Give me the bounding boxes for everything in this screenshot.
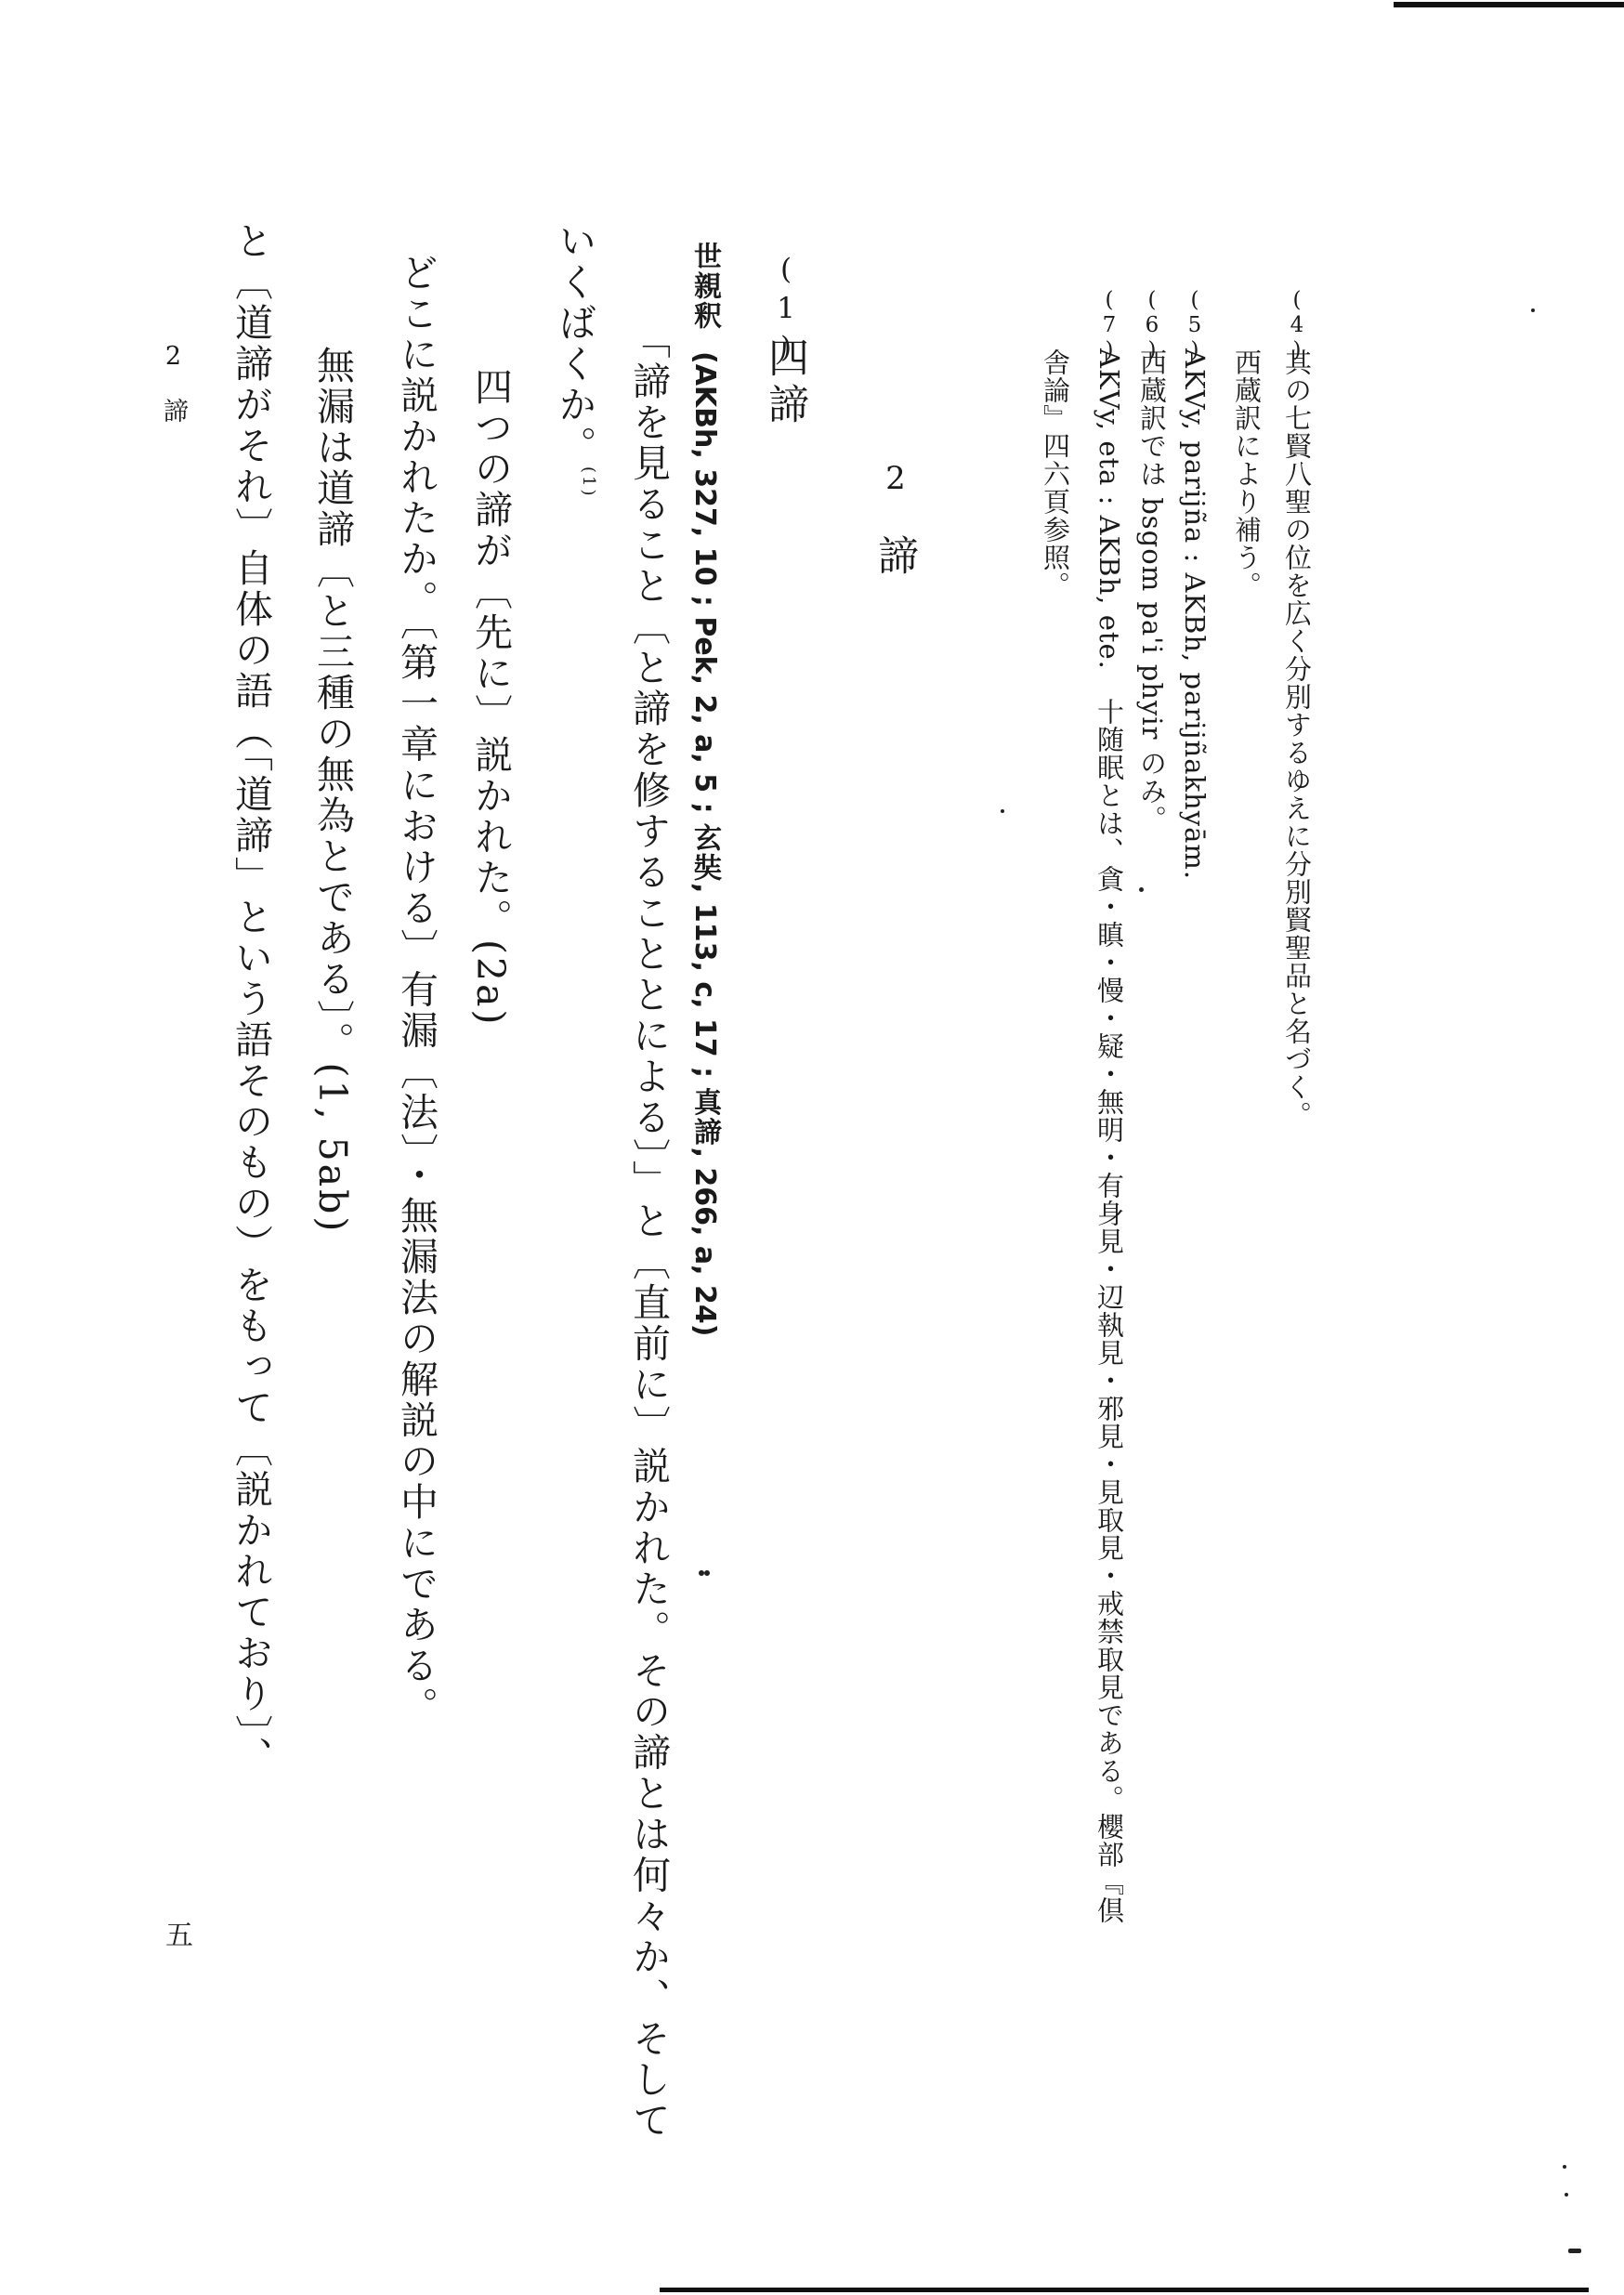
body-paragraph-1-cont: いくばくか。$^{(1)}$ xyxy=(552,221,598,499)
footnote-4-text: 其の七賢八聖の位を広く分別するゆえに分別賢聖品と名づく。 xyxy=(1281,348,1313,1129)
scan-speck xyxy=(1531,308,1535,312)
commentary-citation: 世親釈(AKBh, 327, 10 ; Pek, 2, a, 5 ; 玄奘, 113, c, 17 ; 真諦, 266, a, 24) xyxy=(688,242,721,1337)
verse-1: 四つの諦が〔先に〕説かれた。(2a) xyxy=(468,367,513,1028)
section-heading: 2 xyxy=(877,460,914,503)
scan-speck xyxy=(1568,2249,1581,2253)
commentary-label: 世親釈 xyxy=(688,242,721,331)
footnote-7: (7) xyxy=(1097,288,1121,363)
body-paragraph-2: どこに説かれたか。〔第一章における〕有漏〔法〕・無漏法の解説の中にである。 xyxy=(394,253,439,1727)
footnote-4: (4) xyxy=(1285,288,1309,363)
subheading-title: 四諦 xyxy=(761,336,808,429)
running-head-title: 諦 xyxy=(159,398,188,425)
footnote-7-cont: 舎論』四六頁参照。 xyxy=(1040,348,1071,599)
verse-2: 無漏は道諦〔と三種の無為とである〕。(1, 5ab) xyxy=(310,346,355,1235)
page-number: 五 xyxy=(165,1920,193,1952)
footnote-ref: (1) xyxy=(579,466,598,499)
scan-edge-top xyxy=(1394,2,1624,7)
scan-speck xyxy=(704,1570,710,1576)
section-heading-title: 諦 xyxy=(871,534,918,581)
scan-speck xyxy=(1563,2165,1566,2169)
body-paragraph-3: と〔道諦がそれ〕自体の語（「道諦」という語そのもの）をもって〔説かれており〕、 xyxy=(229,221,273,1777)
scan-speck xyxy=(1565,2193,1568,2197)
footnote-6-text: 西蔵訳では bsgom pa'i phyir のみ。 xyxy=(1136,348,1168,833)
footnote-4-cont: 西蔵訳により補う。 xyxy=(1231,348,1263,599)
subheading-number: (1) xyxy=(769,253,803,370)
footnote-5-text: AKVy, parijña : AKBh, parijñakhyām. xyxy=(1179,348,1211,881)
footnote-7-text: AKVy, eta : AKBh, ete. 十随眠とは、貪・瞋・慢・疑・無明・有身見・辺執見・邪見・見取見・戒禁取見である。櫻部『倶 xyxy=(1094,348,1125,1924)
scan-speck xyxy=(1139,887,1144,892)
scan-edge-bottom xyxy=(660,2288,1589,2292)
running-head: 2 xyxy=(159,342,188,373)
scan-speck xyxy=(1001,809,1004,813)
footnote-6: (6) xyxy=(1140,288,1164,363)
body-paragraph-1: 「諦を見ること〔と諦を修することとによる〕」と〔直前に〕説かれた。その諦とは何々か、そして xyxy=(626,321,671,2142)
footnote-5: (5) xyxy=(1183,288,1207,363)
